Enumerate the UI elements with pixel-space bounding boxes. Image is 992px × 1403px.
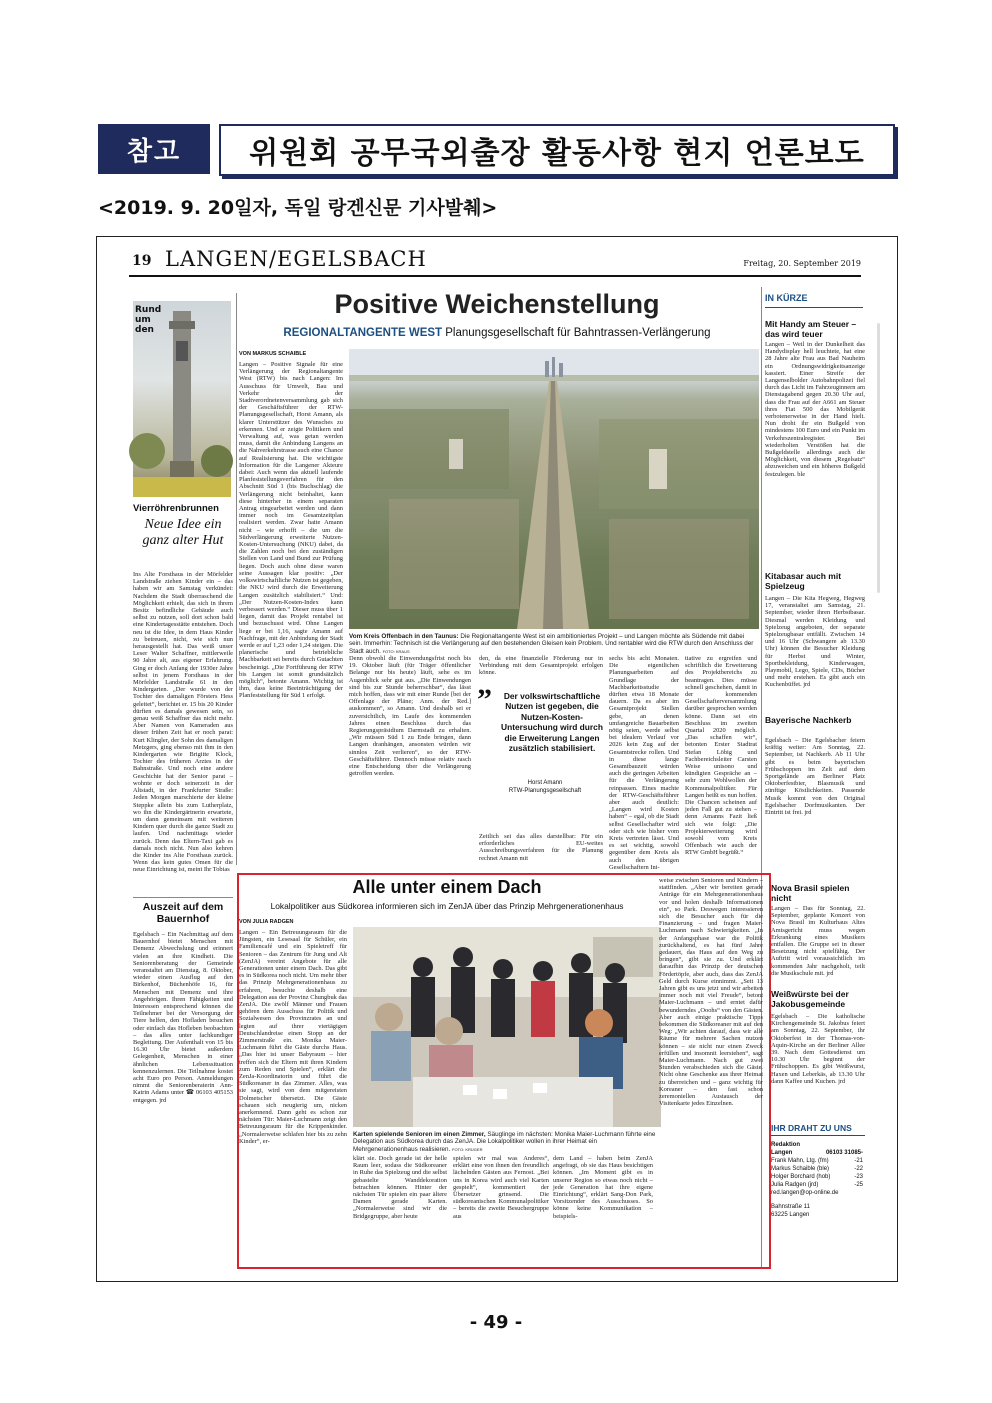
newspaper-date: Freitag, 20. September 2019: [743, 259, 861, 268]
contact-ext: -21: [854, 1158, 863, 1164]
main-col1: Langen – Positive Signale für eine Verlängerung der Regionaltangente West (RTW) bis nach Langen: Im Ausschuss für Umwelt, Bau und Verkehr der Stadtverordnetenversammlung gab sich der Geschäftsführer der RTW-Planungsgesellschaft, Horst Amann, als klarer Unterstützer des Wunsches zu erkennen. Und er zeigte Politikern und Verwaltung auf, was getan werden muss, damit die Anbindung Langens an die Nahverkehrstrasse auch eine Chance auf Realisierung hat. Die wichtigste Information für die Langener Akteure dabei: Auch wenn das aktuell laufende Planfeststellungsverfahren für den Abschnitt Süd 1 (bis Buchschlag) die Verlängerung nicht beinhaltet, kann diese hinterher in einem separaten Antrag eingearbeitet werden und dann immer noch im Gesamtzeitplan realisiert werden. Zwar hatte Amann nicht – wie erhofft – die um die Südverlängerung erweiterte Nutzen-Kosten-Untersuchung (NKU) dabei, da die Zahlen noch bei den zuständigen Stellen von Land und Bund zur Prüfung liegen. Doch auch ohne diese waren seine Aussagen klar positiv: „Der volkswirtschaftliche Nutzen ist gegeben, die NKU wird durch die Erweiterung Langen zusätzlich stabilisiert.“ Und: „Der Nutzen-Kosten-Index kann verbessert werden.“ Dieser muss über 1 liegen, damit das Projekt rentabel ist und bezuschusst wird. Ohne Langen liege er bei 1,16, sagte Amann auf Nachfrage, mit der Anbindung der Stadt werde er auf 1,23 oder 1,24 steigen. Die planerische und betriebliche Machbarkeit sei bereits durch Gutachten bescheinigt. „Die Fortführung der RTW bis Langen ist somit grundsätzlich möglich“, betonte Amann. Wichtig ist ihm, dass keine Beeinträchtigung der Planfeststellung für Süd 1 erfolgt.: [239, 361, 343, 700]
left-headline: Neue Idee ein ganz alter Hut: [142, 517, 224, 548]
sub-photo-caption: [353, 1131, 661, 1153]
quote-author-role: RTW-Planungsgesellschaft: [508, 788, 582, 794]
quote-author-name: Horst Amann: [527, 780, 563, 786]
main-kicker: REGIONALTANGENTE WEST: [283, 327, 443, 339]
sub-col3: spielen wir mal was Anderes“, erklärt eine von ihnen den freundlich lächelnden Gästen aus Fernost. „Bei uns in Korea wird auch viel Karten gespielt“, kommentiert der Übersetzer grinsend. Die südkoreanischen Kommunalpolitiker – bereits die zweite Besuchergruppe aus: [453, 1155, 549, 1220]
main-subheadline: [237, 327, 757, 339]
main-col5: tiative zu ergreifen und schriftlich die Erweiterung des Projektbereichs zu beantragen. Dies müsse schnell geschehen, damit in der kommenden Gesellschafterversammlung darüber gesprochen werden könne. Dann sei ein Beschluss im zweiten Quartal 2020 möglich. „Das schaffen wir“, betonten Erster Stadtrat Stefan Löbig und Fachbereichsleiter Carsten Weise unisono und kündigten Gespräche an – sehr zum Wohlwollen der Kommunalpolitiker. Für Langen heißt es nun hoffen. Die Chancen scheinen auf jeden Fall gut zu stehen – denn Amanns Fazit ließ sich wie folgt: „Die Projekterweiterung wird sowohl vom Kreis Offenbach wie auch der RTW GmbH begrüßt.“: [685, 655, 757, 857]
aerial-photo: [349, 349, 759, 629]
left-body: Ins Alte Forsthaus in der Mörfelder Landstraße ziehen Kinder ein – das haben wir am Samstag verkündet: Nachdem die Stadt überraschend die Möglichkeit erhielt, das sich in ihrem Besitz befindliche Gebäude auch selbst zu nutzen, soll dort schon bald eine Kindertagesstätte entstehen. Doch neu ist die Idee, in dem Haus Kinder zu betreuen, nicht, wie sich nun herausgestellt hat. Das weiß unser Leser Walter Schaffner, mittlerweile 90 Jahre alt, aus eigener Erfahrung. Ging er doch Anfang der 1930er Jahre selbst in jenem Forsthaus in der Mörfelder Landstraße 61 in den Kindergarten. „Der wurde von der Tochter des damaligen Försters Hess geleitet“, berichtet er. 15 bis 20 Kinder dürften es damals gewesen sein, so genau weiß Schaffner das nicht mehr. Aber Namen von Kameraden aus dieser frühen Zeit hat er noch parat: Kurt Klingler, der Sohn des damaligen Metzgers, ging ebenso mit ihm in den Kindergarten wie Brigitte Klock, Tochter des früheren Arztes in der Bahnstraße. Und noch eine andere Geschichte hat der Senior parat – wohnte er doch seinerzeit in der Altstadt, in der Frankfurter Straße: Jeden Morgen marschierte der kleine Steppke allein bis zum Lutherplatz, wo ihn die Kindergärtnerin erwartete, um dann gemeinsam mit weiteren Kindern quer durch die ganze Stadt zu laufen. Und nachmittags wieder zurück. Denn das Eltern-Taxi gab es damals noch nicht. Nun also kehren die Kinder ins Alte Forsthaus zurück. Wenn das kein gutes Omen für die neue Einrichtung ist, meint Ihr Tobias: [133, 571, 233, 874]
page-number: - 49 -: [469, 1312, 523, 1333]
masthead-rule: [129, 275, 861, 277]
left-headline2: Auszeit auf dem Bauernhof: [142, 901, 224, 925]
brief-3-title: Bayerische Nachkerb: [765, 715, 852, 725]
sub-photo-credit: FOTO: KRÜGER: [452, 1146, 483, 1152]
left-kicker: Vierröhrenbrunnen: [133, 503, 219, 514]
contact-ext: -22: [854, 1166, 863, 1172]
quote-mark: ”: [477, 683, 492, 716]
sub-caption-text: Säuglinge im nächsten: Monika Maier-Luchmann führte eine Delegation aus Südkorea durch das ZenJA. Die Lokalpolitiker wollen in ihrer Heimat ein Mehrgenerationenhaus realisieren.: [353, 1131, 656, 1153]
contact-name: Markus Schaible (ble): [771, 1166, 830, 1172]
brief-5-body: Egelsbach – Die katholische Kirchengemeinde St. Jakobus feiert am Sonntag, 22. September, ihr Oktoberfest in der Thomas-von-Aquin-Kirche an der Berliner Allee 39. Nach dem Gottesdienst um 10.30 Uhr beginnt der Frühschoppen. Es gibt Weißwurst, Haxen und Leberkäs, ab 13.30 Uhr dann Kaffee und Kuchen. jrd: [771, 1013, 865, 1085]
brief-1-body: Langen – Weil in der Dunkelheit das Handydisplay hell leuchtete, hat eine 28 Jahre alte Frau aus Bad Nauheim ein Ordnungswidrigkeitsanzeige kassiert. Einer Streife der Langenselbolder Autobahnpolizei fiel durch das Licht im Fahrzeuginnern am Dienstagabend gegen 20.30 Uhr auf, dass die Frau auf der A661 am Steuer ihres Fiat 500 das Mobilgerät verbotenerweise in der Hand hielt. Nun droht ihr ein Bußgeld von mindestens 100 Euro und ein Punkt im Verkehrszentralregister. Bei wiederholten Verstößen hat die Bußgeldstelle allerdings auch die Möglichkeit, von diesem „Regelsatz“ abzuweichen und ein höheres Bußgeld festzulegen. ble: [765, 341, 865, 478]
brief-2-body: Langen – Die Kita Hegweg, Hegweg 17, veranstaltet am Samstag, 21. September, wieder ihren Herbstbasar. Diesmal werden Kleidung und Spielzeug angeboten, der separate Spielzeugbasar entfällt. Zwischen 14 und 16 Uhr (Schwangere ab 13.30 Uhr) können die Besucher Kleidung für Herbst und Winter, Sportbekleidung, Kinderwagen, Playmobil, Lego, Spiele, CDs, Bücher und mehr erstehen. Es gibt auch ein Kuchenbüffet. jrd: [765, 595, 865, 689]
header-badge: 참고: [98, 124, 210, 174]
contact-head: Redaktion: [771, 1142, 801, 1148]
left-divider: [133, 897, 233, 898]
contact-rule: [771, 1135, 865, 1136]
in-kuerze-rule: [765, 307, 863, 308]
brief-4-body: Langen – Das für Sonntag, 22. September, geplante Konzert von Nova Brasil im Kulturhaus Altes Amtsgericht muss wegen Erkrankung eines Musikers entfallen. Die Gruppe sei in dieser Besetzung nicht spielfähig. Der Auftritt wird voraussichtlich im kommenden Jahr nachgeholt, teilt die Musikschule mit. jrd: [771, 905, 865, 977]
contact-ext: -25: [854, 1182, 863, 1188]
main-photo-credit: FOTO: KRAUS: [382, 648, 410, 654]
sub-caption-bold: Karten spielende Senioren im einen Zimmer,: [353, 1131, 486, 1138]
newspaper-clipping: [96, 236, 898, 1282]
column-label: Rund um den: [135, 305, 162, 335]
main-headline: Positive Weichenstellung: [334, 289, 660, 319]
brief-1-title: Mit Handy am Steuer – das wird teuer: [765, 319, 857, 339]
scroll-indicator: [877, 323, 880, 593]
sub-col2: klärt sie. Doch gerade ist der helle Raum leer, sodass die Südkoreaner in Ruhe das Spielzeug und die selbst gebastelte Wanddekoration betrachten können. Hinter der nächsten Tür spielen ein paar ältere Damen gerade Karten. „Normalerweise sind wir die Bridgegruppe, aber heute: [353, 1155, 447, 1220]
sub-col1: Langen – Ein Betreuungsraum für die Jüngsten, ein Lesesaal für Schüler, ein Familiencafé und ein Spieletreff für Senioren – das Zentrum für Jung und Alt (ZenJA) vereint Angebote für alle Generationen unter einem Dach. Das gibt es in Südkorea noch nicht. Um mehr über das Prinzip Mehrgenerationenhaus zu erfahren, besuchte deshalb eine Delegation aus der Provinz Chungbuk das ZenJA. Die zwölf Männer und Frauen gehören dem Ausschuss für Politik und Sozialwesen des Provinzrates an und legten auf ihrer viertägigen Deutschlandreise einen Stopp an der Zimmerstraße ein. Monika Maier-Luchmann führt die Gäste durchs Haus. „Das hier ist unser Babyraum – hier treffen sich die Eltern mit ihren Kindern zum Reden und Spielen“, erklärt die ZenJa-Koordinatorin und führt die Südkoreaner in das Zimmer. Alles, was sie sagt, wird von dem mitgereisten Dolmetscher übersetzt. Die Gäste schauen sich neugierig um, nicken anerkennend. Dann geht es schon zur nächsten Tür: Maier-Luchmann zeigt den Betreuungsraum für die Krippenkinder. „Normalerweise schlafen hier bis zu zehn Kinder“, er-: [239, 929, 347, 1145]
main-col2: Denn obwohl die Einwendungsfrist noch bis 19. Oktober läuft (für Träger öffentlicher Belange nur bis heute) läuft, sehe es im Augenblick sehr gut aus. „Die Einwendungen sind bis zur Stunde beherrschbar“, das lässt mich hoffen, dass wir mit einer Runde [bei der Offenlage der Pläne; Anm. der Red.] auskommen“, so Amann. Und deshalb sei er zuversichtlich, im Laufe des kommenden Jahres einen Beschluss durch das Regierungspräsidium Darmstadt zu erhalten. „Wir müssen Süd 1 zu Ende bringen, dann Langen dranhängen, ansonsten würden wir sinnlos Zeit verlieren“, so der RTW-Geschäftsführer. Dennoch müsse relativ rasch eine Entscheidung über die Verlängerung getroffen werden.: [349, 655, 471, 778]
quote-box: [477, 681, 607, 811]
contact-phone: 06103 31085-: [825, 1150, 863, 1156]
sub-headline: Alle unter einem Dach: [352, 877, 542, 897]
brief-5-title: Weißwürste bei der Jakobusgemeinde: [771, 989, 849, 1009]
brief-2-title: Kitabasar auch mit Spielzeug: [765, 571, 842, 591]
header-subtitle: <2019. 9. 20일자, 독일 랑겐신문 기사발췌>: [98, 197, 498, 219]
contact-city: Langen: [771, 1150, 793, 1156]
sub-col4: dem Land – haben beim ZenJA angefragt, ob sie das Haus besichtigen können. „Im Moment gibt es in unserer Region so etwas noch nicht – jede Generation hat ihre eigene Einrichtung“, erklärt Sang-Don Park, Vorsitzender des Ausschusses. So könne keine Kommunikation – beispiels-: [553, 1155, 653, 1220]
in-kuerze-label: IN KÜRZE: [765, 293, 808, 303]
contact-zip: 63225 Langen: [771, 1212, 810, 1218]
main-caption-bold: Vom Kreis Offenbach in den Taunus:: [349, 633, 459, 640]
brief-3-body: Egelsbach – Die Egelsbacher feiern kräftig weiter: Am Sonntag, 22. September, ist Nachkerb. Ab 11 Uhr gibt es beim bayerischen Frühschoppen im Zelt auf dem Sportgelände am Berliner Platz Oktoberfestbier, Blasmusik und zünftige Köstlichkeiten. Passende Musik kommt von den Original Egelsbacher Dorfmusikanten. Der Eintritt ist frei. jrd: [765, 737, 865, 817]
contact-name: Holger Borchard (hob): [771, 1174, 831, 1180]
contact-block: [771, 1141, 863, 1219]
quote-text: Der volkswirtschaftliche Nutzen ist gegeben, die Nutzen-Kosten-Untersuchung wird durch die Erweiterung Langen zusätzlich stabilisiert.: [501, 691, 603, 754]
contact-ext: -23: [854, 1174, 863, 1180]
main-col3: den, da eine finanzielle Förderung nur in Verbindung mit dem Gesamtprojekt erfolgen könne.: [479, 655, 603, 677]
newspaper-section: LANGEN/EGELSBACH: [165, 247, 427, 271]
contact-label: IHR DRAHT ZU UNS: [771, 1123, 852, 1133]
main-col4: sechs bis acht Monaten. Die eigentlichen Planungsarbeiten auf Grundlage der Machbarkeitsstudie dürften etwa 18 Monate dauern. Da es aber im Gesamtprojekt Stellen gebe, an denen umfangreiche Bauarbeiten nötig seien, werde selbst bei idealem Verlauf vor 2026 kein Zug auf der Gesamtstrecke rollen. Und in diese lange Gesamtbauzeit würden auch die geringen Arbeiten für die Verlängerung reinpassen. Eines machte der RTW-Geschäftsführer aber auch deutlich: „Langen wird Kosten haben“ – egal, ob die Stadt selbst Gesellschafter wird oder sich wie bisher vom Kreis vertreten lässt. Und es sei wichtig, sowohl gegenüber dem Kreis als auch den übrigen Gesellschaftern Ini-: [609, 655, 679, 871]
quote-author: [483, 779, 607, 795]
main-caption-text: Die Regionaltangente West ist ein ambitioniertes Projekt – und Langen möchte als Südende mit dabei sein. Immerhin: Technisch ist die Verlängerung auf den bestehenden Gleisen kein Problem. Und rentabler wird die RTW durch den Anschluss der Stadt auch.: [349, 633, 754, 655]
contact-street: Bahnstraße 11: [771, 1204, 810, 1210]
column-rule: [236, 293, 237, 865]
main-byline: VON MARKUS SCHAIBLE: [239, 351, 307, 357]
brief-4-title: Nova Brasil spielen nicht: [771, 883, 850, 903]
main-col3b: Zeitlich sei das alles darstellbar: Für ein erforderliches EU-weites Ausschreibungsverfahren für die Planung rechnet Amann mit: [479, 833, 603, 862]
sub-subheadline: Lokalpolitiker aus Südkorea informieren sich im ZenJA über das Prinzip Mehrgenerationenhaus: [270, 901, 624, 911]
main-photo-caption: [349, 633, 759, 655]
newspaper-page-number: 19: [132, 253, 152, 269]
contact-email: red.langen@op-online.de: [771, 1190, 839, 1196]
contact-name: Julia Radgen (jrd): [771, 1182, 819, 1188]
contact-name: Frank Mahn, Ltg. (fm): [771, 1158, 829, 1164]
delegation-photo: [353, 927, 661, 1127]
header-title: 위원회 공무국외출장 활동사항 현지 언론보도: [219, 124, 895, 176]
main-sub-rest: Planungsgesellschaft für Bahntrassen-Verlängerung: [445, 327, 711, 339]
left-body2: Egelsbach – Ein Nachmittag auf dem Bauernhof bietet Menschen mit Demenz Abwechslung und erinnert vielen an ihre Kindheit. Die Seniorenberatung der Gemeinde veranstaltet am Dienstag, 8. Oktober, wieder einen Ausflug auf den Birkenhof, Büchenhöfe 16, für Menschen mit Demenz und ihre Angehörigen. Ihren Fähigkeiten und Interessen entsprechend können die Teilnehmer bei der Versorgung der Tiere helfen, den Hofladen besuchen oder einfach das Hofleben beobachten – das alles unter fachkundiger Begleitung. Der Aufenthalt von 15 bis 16.30 Uhr bietet außerdem Gelegenheit, Menschen in einer ähnlichen Lebenssituation kennenzulernen. Die Teilnahme kostet acht Euro pro Person. Anmeldungen nimmt die Seniorenberaterin Ann-Katrin Adams unter ☎ 06103 405153 entgegen. jrd: [133, 931, 233, 1104]
sub-byline: VON JULIA RADGEN: [239, 919, 294, 925]
sub-col5: weise zwischen Senioren und Kindern – stattfinden. „Aber wir bereiten gerade Anträge für ein Mehrgenerationenhaus vor und holen deshalb Informationen ein“, so Park. Deswegen interessieren sich die Besucher auch für die Finanzierung – und fragen Maier-Luchmann nach Schwierigkeiten. „In der Anfangsphase war die Politik zurückhaltend, es hat fünf Jahre gedauert, das Haus auf den Weg zu bringen“, gibt sie zu. Und erklärt daraufhin das Prinzip der deutschen Fördertöpfe, aber auch, dass das ZenJA Geld durch Kurse einnimmt. „Seit 13 Jahren gibt es uns jetzt und wir arbeiten immer noch mit viel Freude“, betont Maier-Luchmann – und erntet dafür bewunderndes „Ooohs“ von den Gästen. Aber auch einige praktische Tipps bekommen die Südkoreaner mit auf den Weg: „Wir achten darauf, dass wir alle Räume für mehrere Sachen nutzen können – sie nicht nur einen Zweck erfüllen und insomnit leerstehen“, sagt Maier-Luchmann. Nach gut zwei Stunden verabschieden sich die Gäste. Nicht ohne Geschenke aus ihrer Heimat zu überreichen und – ganz wichtig für Koreaner – den fast schon zeremoniellen Austausch der Visitenkarte jedes Einzelnen.: [659, 877, 763, 1108]
